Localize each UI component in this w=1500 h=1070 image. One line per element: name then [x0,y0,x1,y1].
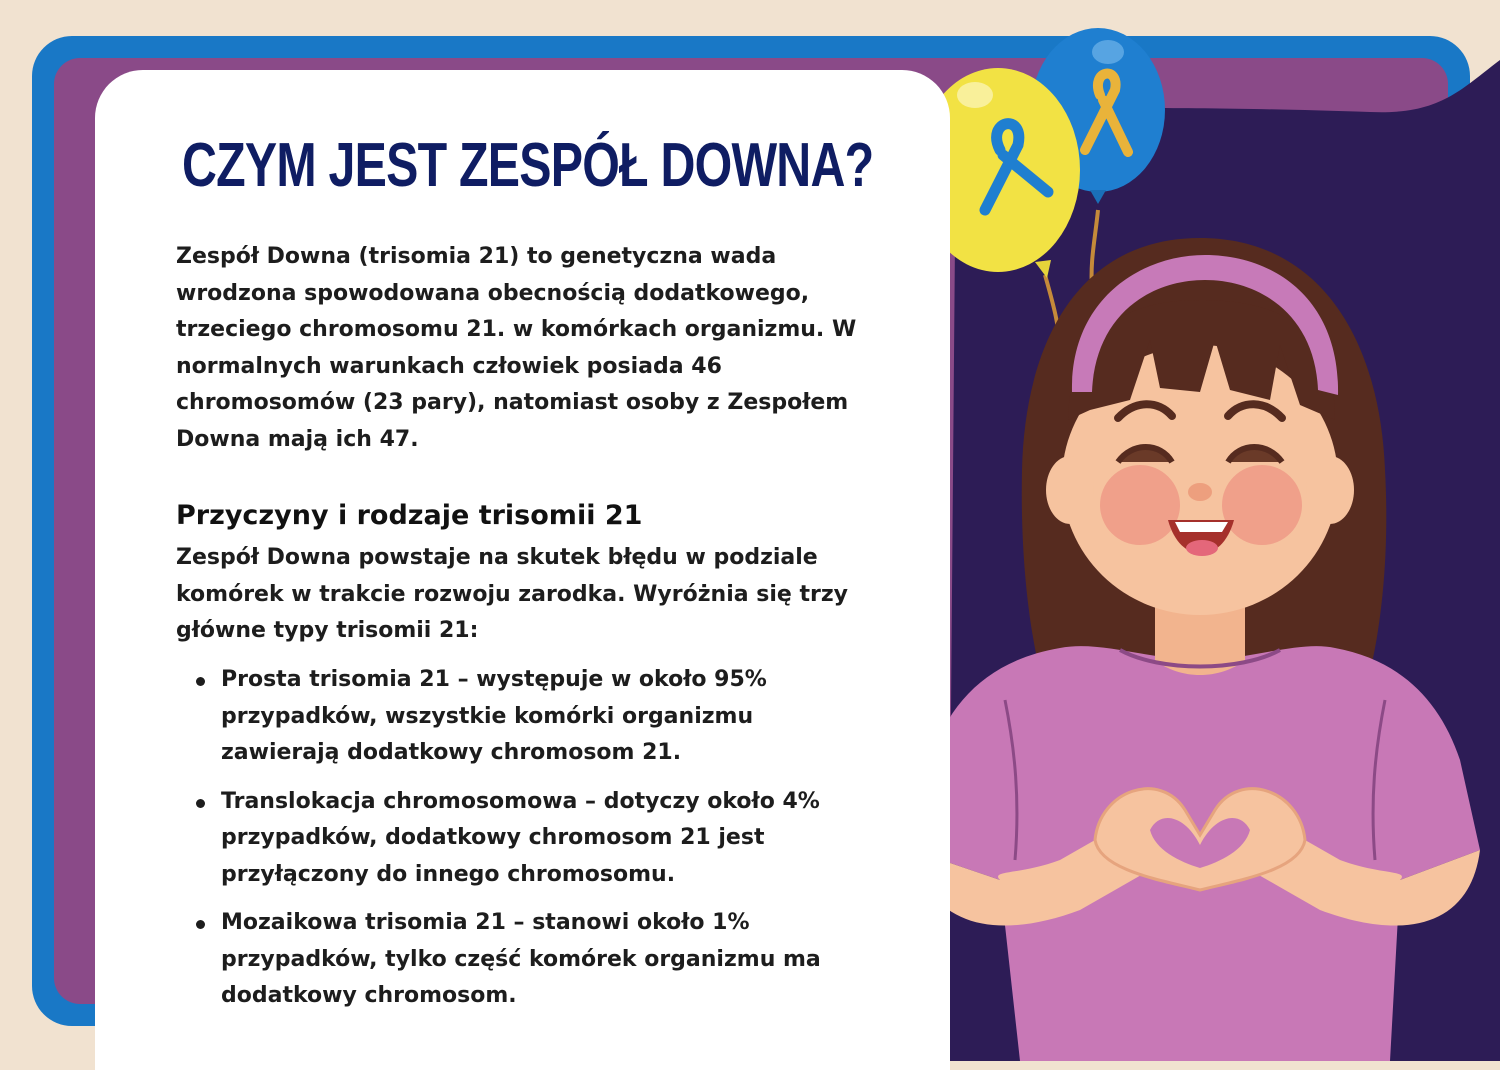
intro-paragraph: Zespół Downa (trisomia 21) to genetyczna wada wrodzona spowodowana obecnością dodatkowego, trzeciego chromosomu 21. w komórkach organizmu. W normalnych warunkach człowiek posiada 46 chromosomów (23 pary), natomiast osoby z Zespołem Downa mają ich 47. [176,244,857,452]
bullet-icon [196,920,205,929]
list-item-text: Prosta trisomia 21 – występuje w około 95% przypadków, wszystkie komórki organizmu zawierają dodatkowy chromosom 21. [221,667,767,765]
list-item [176,662,856,772]
trisomy-types-list [176,662,856,1027]
list-item-text: Translokacja chromosomowa – dotyczy około 4% przypadków, dodatkowy chromosom 21 jest przyłączony do innego chromosomu. [221,788,820,887]
bullet-icon [196,677,205,686]
list-item [176,784,856,894]
section-paragraph: Zespół Downa powstaje na skutek błędu w podziale komórek w trakcie rozwoju zarodka. Wyróżnia się trzy główne typy trisomii 21: [176,545,848,643]
section-heading: Przyczyny i rodzaje trisomii 21 [176,500,643,531]
list-item-text: Mozaikowa trisomia 21 – stanowi około 1% przypadków, tylko część komórek organizmu ma dodatkowy chromosom. [221,910,821,1008]
list-item [176,905,856,1015]
bullet-icon [196,799,205,808]
page-title: CZYM JEST ZESPÓŁ DOWNA? [182,131,874,200]
